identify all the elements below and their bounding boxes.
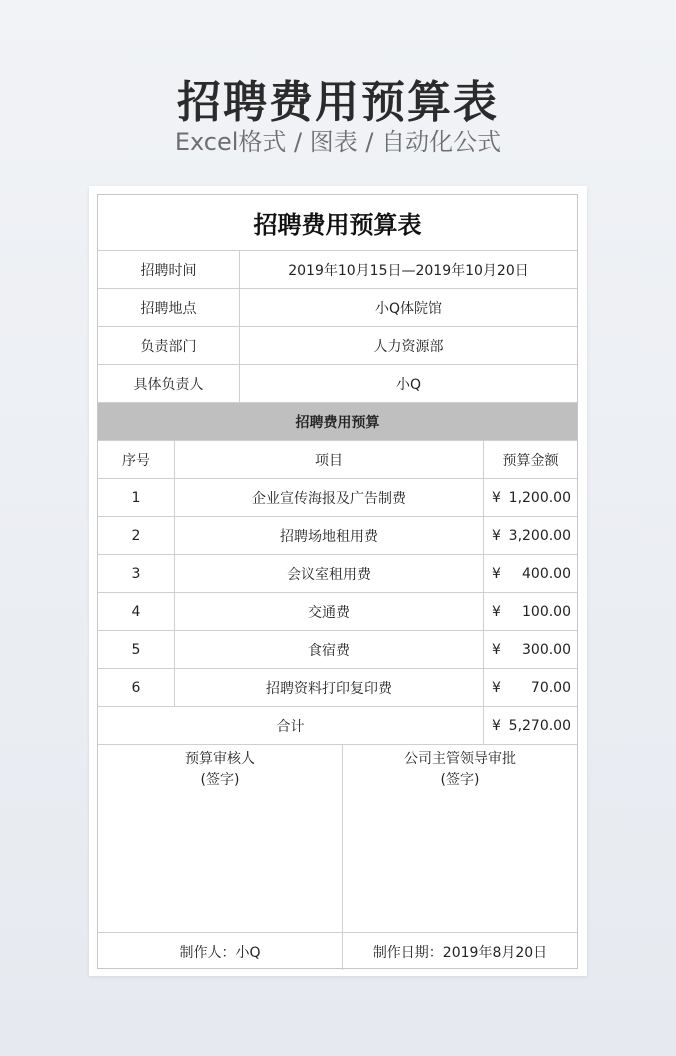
row-item: 交通费	[175, 593, 484, 630]
currency-symbol: ¥	[492, 717, 501, 734]
amount-value: 400.00	[522, 565, 571, 582]
row-amount	[484, 555, 577, 592]
total-label: 合计	[98, 707, 484, 744]
info-row-person	[98, 365, 577, 403]
row-amount	[484, 479, 577, 516]
row-item: 食宿费	[175, 631, 484, 668]
column-header-amount: 预算金额	[502, 452, 559, 469]
amount-value: 70.00	[530, 679, 571, 696]
total-amount	[484, 707, 577, 744]
sheet-title-row	[98, 195, 577, 251]
total-amount-value: 5,270.00	[508, 717, 571, 734]
row-amount	[484, 669, 577, 706]
amount-value: 3,200.00	[508, 527, 571, 544]
table-row	[98, 593, 577, 631]
currency-symbol: ¥	[492, 565, 501, 582]
info-row-department	[98, 327, 577, 365]
row-index: 4	[98, 593, 175, 630]
section-title: 招聘费用预算	[295, 414, 380, 431]
info-value: 小Q	[395, 376, 422, 393]
amount-value: 1,200.00	[508, 489, 571, 506]
signature-note: (签字)	[440, 772, 480, 788]
row-item: 企业宣传海报及广告制费	[175, 479, 484, 516]
budget-table	[97, 194, 578, 969]
row-item: 招聘资料打印复印费	[175, 669, 484, 706]
row-index: 2	[98, 517, 175, 554]
currency-symbol: ¥	[492, 679, 501, 696]
budget-reviewer-cell[interactable]	[98, 745, 343, 932]
made-date-info: 制作日期：2019年8月20日	[372, 944, 548, 961]
amount-value: 100.00	[522, 603, 571, 620]
info-label: 招聘时间	[98, 251, 240, 288]
row-index: 3	[98, 555, 175, 592]
info-row-location	[98, 289, 577, 327]
manager-approval-title: 公司主管领导审批	[404, 751, 516, 767]
row-amount	[484, 517, 577, 554]
info-row-time	[98, 251, 577, 289]
approval-row	[98, 745, 577, 933]
table-row	[98, 517, 577, 555]
info-value: 小Q体院馆	[374, 300, 443, 317]
info-label: 具体负责人	[98, 365, 240, 402]
sheet-title: 招聘费用预算表	[253, 211, 422, 239]
currency-symbol: ¥	[492, 489, 501, 506]
signature-note: (签字)	[200, 772, 240, 788]
budget-sheet	[89, 186, 587, 976]
info-value: 人力资源部	[373, 338, 444, 355]
budget-reviewer-title: 预算审核人	[185, 751, 255, 767]
table-row	[98, 669, 577, 707]
amount-value: 300.00	[522, 641, 571, 658]
manager-approval-cell[interactable]	[343, 745, 577, 932]
row-item: 招聘场地租用费	[175, 517, 484, 554]
table-row	[98, 479, 577, 517]
currency-symbol: ¥	[492, 527, 501, 544]
row-index: 6	[98, 669, 175, 706]
info-label: 负责部门	[98, 327, 240, 364]
table-row	[98, 555, 577, 593]
row-amount	[484, 593, 577, 630]
column-header-item: 项目	[175, 441, 484, 478]
hero-title: 招聘费用预算表	[177, 77, 499, 128]
info-label: 招聘地点	[98, 289, 240, 326]
hero-subtitle: Excel格式 / 图表 / 自动化公式	[174, 128, 502, 156]
row-item: 会议室租用费	[175, 555, 484, 592]
total-row	[98, 707, 577, 745]
row-index: 5	[98, 631, 175, 668]
row-index: 1	[98, 479, 175, 516]
column-header-index: 序号	[98, 441, 175, 478]
info-value: 2019年10月15日—2019年10月20日	[288, 262, 529, 279]
column-header-row	[98, 441, 577, 479]
row-amount	[484, 631, 577, 668]
currency-symbol: ¥	[492, 641, 501, 658]
table-row	[98, 631, 577, 669]
currency-symbol: ¥	[492, 603, 501, 620]
footer-row	[98, 933, 577, 970]
section-header-row	[98, 403, 577, 441]
maker-info: 制作人：小Q	[98, 933, 343, 970]
